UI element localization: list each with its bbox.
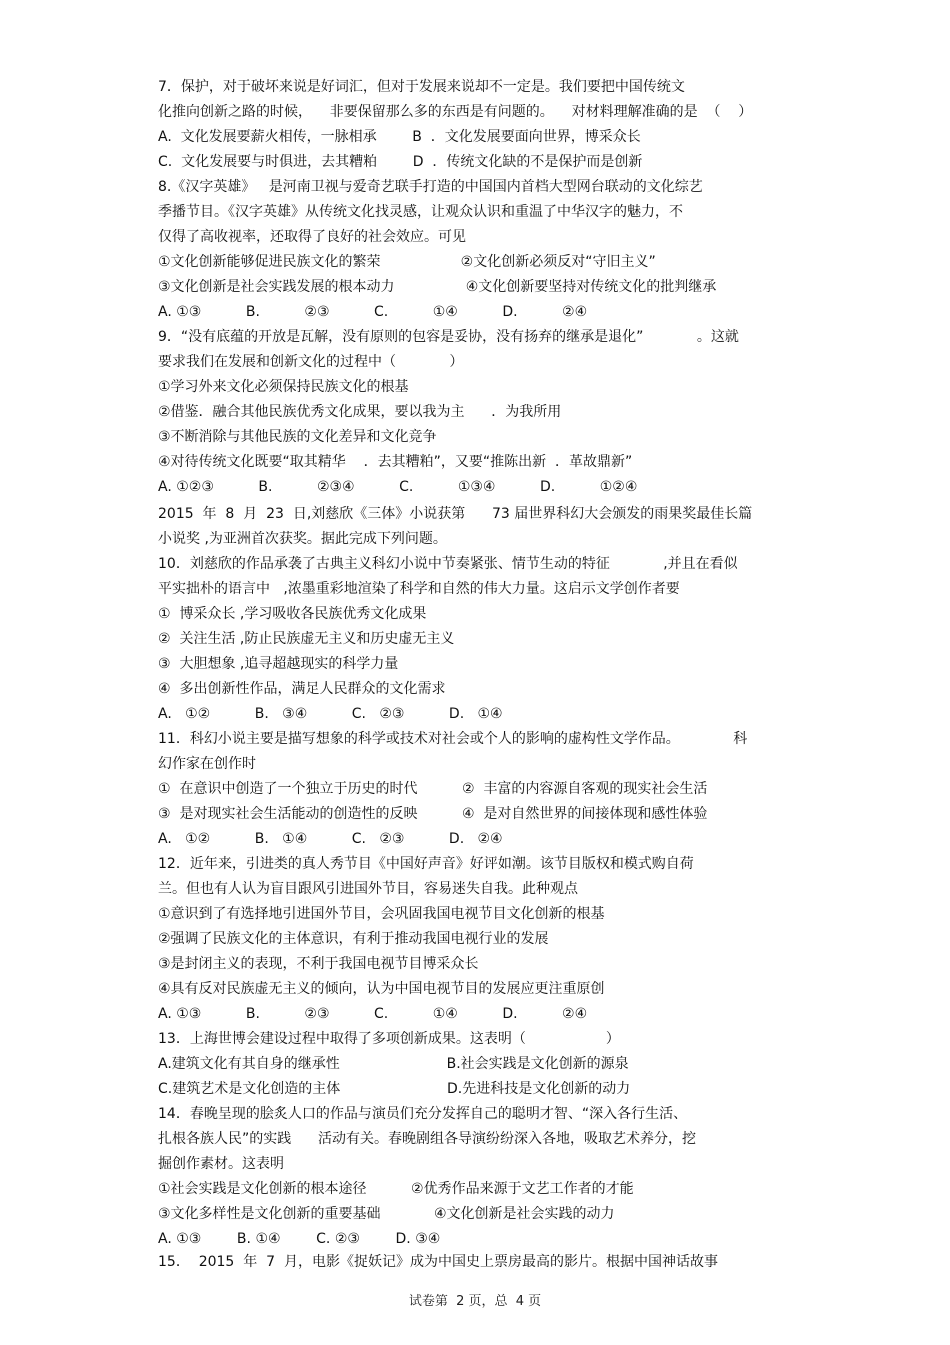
question-8-line1: 13．上海世博会建设过程中取得了多项创新成果。这表明（ ） [158,1031,620,1047]
question-3-line1: 9．“没有底蕴的开放是瓦解，没有原则的包容是妥协，没有扬弃的继承是退化” 。这就 [158,329,739,345]
question-5-line4: ② 关注生活 ,防止民族虚无主义和历史虚无主义 [158,631,455,647]
question-9-line3: 掘创作素材。这表明 [158,1156,284,1172]
question-2-line1: 8.《汉字英雄》 是河南卫视与爱奇艺联手打造的中国国内首档大型网台联动的文化综艺 [158,179,703,195]
question-5-line1: 10．刘慈欣的作品承袭了古典主义科幻小说中节奏紧张、情节生动的特征 ,并且在看似 [158,556,738,572]
question-7-line2: 兰。但也有人认为盲目跟风引进国外节目，容易迷失自我。此种观点 [158,881,578,897]
question-3-line7: A. ①②③ B. ②③④ C. ①③④ D. ①②④ [158,479,638,495]
question-6-line1: 11．科幻小说主要是描写想象的科学或技术对社会或个人的影响的虚构性文学作品。 科 [158,731,748,747]
question-7-line6: ④具有反对民族虚无主义的倾向，认为中国电视节目的发展应更注重原创 [158,981,605,997]
question-2-line5: ③文化创新是社会实践发展的根本动力 ④文化创新要坚持对传统文化的批判继承 [158,279,717,295]
question-7-line5: ③是封闭主义的表现，不利于我国电视节目博采众长 [158,956,479,972]
question-1-line4: C. 文化发展要与时俱进，去其糟粕 D ．传统文化缺的不是保护而是创新 [158,154,643,170]
question-9-line1: 14．春晚呈现的脍炙人口的作品与演员们充分发挥自己的聪明才智、“深入各行生活、 [158,1106,688,1122]
question-6-line4: ③ 是对现实社会生活能动的创造性的反映 ④ 是对自然世界的间接体现和感性体验 [158,806,708,822]
question-2-line2: 季播节目。《汉字英雄》从传统文化找灵感，让观众认识和重温了中华汉字的魅力，不 [158,204,683,220]
page-footer: 试卷第 2 页，总 4 页 [408,1294,542,1309]
question-7-line7: A. ①③ B. ②③ C. ①④ D. ②④ [158,1006,588,1022]
question-6-line5: A. ①② B. ①④ C. ②③ D. ②④ [158,831,503,847]
question-3-line4: ②借鉴．融合其他民族优秀文化成果，要以我为主 ．为我所用 [158,404,562,420]
question-8-line2: A.建筑文化有其自身的继承性 B.社会实践是文化创新的源泉 [158,1056,629,1072]
question-9-line5: ③文化多样性是文化创新的重要基础 ④文化创新是社会实践的动力 [158,1206,615,1222]
question-1-line2: 化推向创新之路的时候， 非要保留那么多的东西是有问题的。 对材料理解准确的是 （ ） [158,104,753,120]
question-5-line6: ④ 多出创新性作品，满足人民群众的文化需求 [158,681,446,697]
question-3-line6: ④对待传统文化既要“取其精华 ．去其糟粕”，又要“推陈出新 ．革故鼎新” [158,454,633,470]
question-8-line3: C.建筑艺术是文化创造的主体 D.先进科技是文化创新的动力 [158,1081,631,1097]
question-7-line4: ②强调了民族文化的主体意识，有利于推动我国电视行业的发展 [158,931,549,947]
question-9-line2: 扎根各族人民”的实践 活动有关。春晚剧组各导演纷纷深入各地，吸取艺术养分，挖 [158,1131,696,1147]
question-4-line2: 小说奖 ,为亚洲首次获奖。据此完成下列问题。 [158,531,447,547]
question-6-line2: 幻作家在创作时 [158,756,256,772]
question-10-line1: 15． 2015 年 7 月，电影《捉妖记》成为中国史上票房最高的影片。根据中国神话故事 [158,1254,718,1270]
question-5-line3: ① 博采众长 ,学习吸收各民族优秀文化成果 [158,606,427,622]
question-2-line3: 仅得了高收视率，还取得了良好的社会效应。可见 [158,229,466,245]
question-3-line3: ①学习外来文化必须保持民族文化的根基 [158,379,409,395]
question-2-line6: A. ①③ B. ②③ C. ①④ D. ②④ [158,304,588,320]
question-9-line6: A. ①③ B. ①④ C. ②③ D. ③④ [158,1231,441,1247]
question-9-line4: ①社会实践是文化创新的根本途径 ②优秀作品来源于文艺工作者的才能 [158,1181,634,1197]
question-6-line3: ① 在意识中创造了一个独立于历史的时代 ② 丰富的内容源自客观的现实社会生活 [158,781,708,797]
question-3-line2: 要求我们在发展和创新文化的过程中（ ） [158,354,464,370]
question-1-line1: 7．保护，对于破坏来说是好词汇，但对于发展来说却不一定是。我们要把中国传统文 [158,79,685,95]
question-7-line1: 12．近年来，引进类的真人秀节目《中国好声音》好评如潮。该节目版权和模式购自荷 [158,856,694,872]
question-3-line5: ③不断消除与其他民族的文化差异和文化竞争 [158,429,437,445]
question-5-line7: A. ①② B. ③④ C. ②③ D. ①④ [158,706,503,722]
question-1-line3: A. 文化发展要薪火相传，一脉相承 B ．文化发展要面向世界，博采众长 [158,129,641,145]
question-5-line5: ③ 大胆想象 ,追寻超越现实的科学力量 [158,656,399,672]
question-5-line2: 平实拙朴的语言中 ,浓墨重彩地渲染了科学和自然的伟大力量。这启示文学创作者要 [158,581,680,597]
question-7-line3: ①意识到了有选择地引进国外节目，会巩固我国电视节目文化创新的根基 [158,906,605,922]
question-4-line1: 2015 年 8 月 23 日,刘慈欣《三体》小说获第 73 届世界科幻大会颁发的雨果奖最佳长篇 [158,506,753,522]
question-2-line4: ①文化创新能够促进民族文化的繁荣 ②文化创新必须反对“守旧主义” [158,254,656,270]
